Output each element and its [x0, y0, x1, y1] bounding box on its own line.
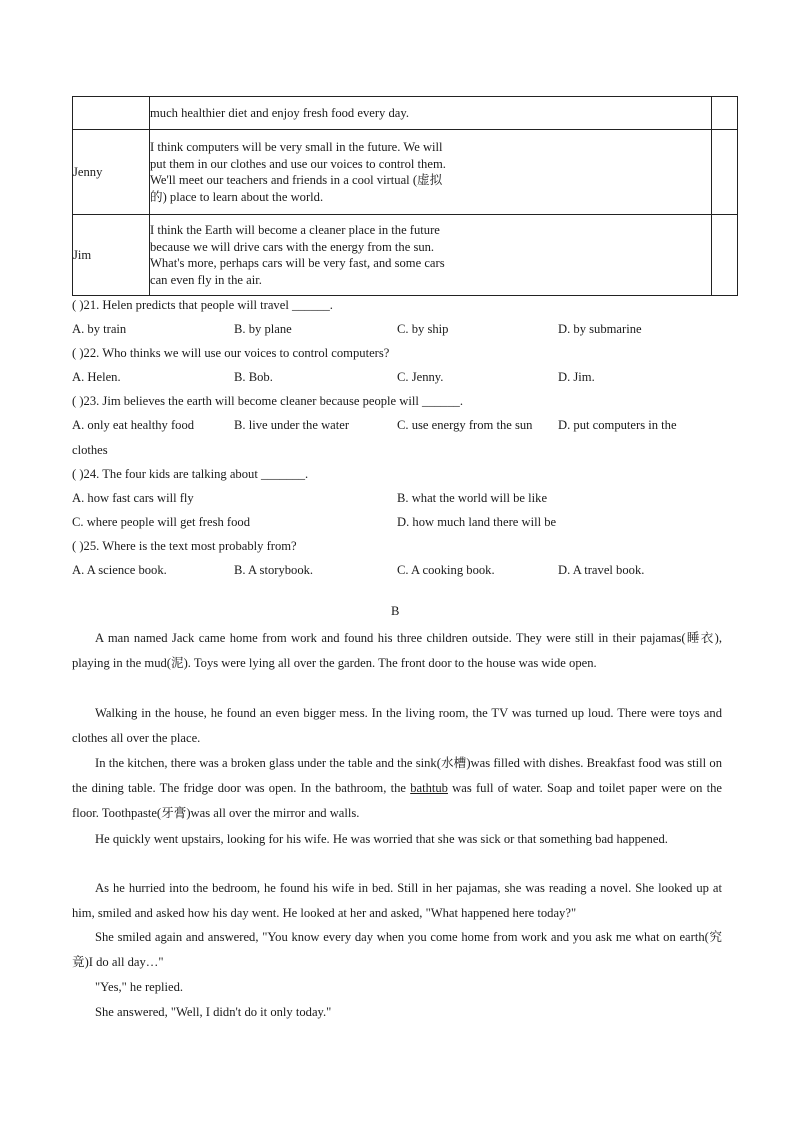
- row-text-line: because we will drive cars with the energy from the sun.: [150, 239, 435, 254]
- question-22-option-a: A. Helen.: [72, 370, 121, 384]
- question-23-option-b: B. live under the water: [234, 418, 350, 432]
- question-23-option-c: C. use energy from the sun: [397, 418, 533, 432]
- question-22-option-b: B. Bob.: [234, 370, 273, 384]
- blank-cell: [712, 130, 738, 215]
- row-text-cell: [150, 130, 712, 215]
- question-22-option-c: C. Jenny.: [397, 370, 444, 384]
- section-heading: B: [391, 604, 400, 618]
- question-24-option-c: C. where people will get fresh food: [72, 515, 251, 529]
- passage-paragraph: She smiled again and answered, "You know every day when you come home from work and you ask me what on earth(究竟)I do all day…": [72, 930, 722, 970]
- question-22-option-d: D. Jim.: [558, 370, 595, 384]
- passage-text: was full of water. Soap and toilet paper were on the floor. Toothpaste(牙膏)was all over the mirror and walls.: [72, 781, 722, 821]
- row-text-line: I think computers will be very small in the future. We will: [150, 140, 443, 154]
- row-text-line: can even fly in the air.: [150, 272, 262, 287]
- blank-cell: [712, 215, 738, 296]
- passage-paragraph: He quickly went upstairs, looking for his wife. He was worried that she was sick or that something bad happened.: [95, 832, 668, 846]
- row-text-line: 的) place to learn about the world.: [150, 189, 324, 204]
- table-row: [73, 97, 738, 130]
- table-row: [73, 215, 738, 296]
- question-21-stem: ( )21. Helen predicts that people will travel ______.: [72, 298, 333, 312]
- question-24-option-d: D. how much land there will be: [397, 515, 557, 529]
- question-23-option-d: D. put computers in the: [558, 418, 677, 432]
- passage-paragraph: A man named Jack came home from work and found his three children outside. They were still in their pajamas(睡衣), playing in the mud(泥). Toys were lying all over the garden. The front door to the house was wide open.: [72, 631, 722, 671]
- question-25-option-b: B. A storybook.: [234, 563, 314, 577]
- question-23-option-a: A. only eat healthy food: [72, 418, 195, 432]
- question-25-option-a: A. A science book.: [72, 563, 167, 577]
- opinion-table: [72, 96, 738, 296]
- passage-text: In the kitchen, there was a broken glass under the table and the sink(水槽)was filled with dishes. Breakfast food was still on the dining table. The fridge door was open. In the bathroom, the: [72, 756, 722, 796]
- question-24-option-a: A. how fast cars will fly: [72, 491, 194, 505]
- question-25-stem: ( )25. Where is the text most probably from?: [72, 539, 297, 553]
- row-name-cell: [73, 97, 150, 130]
- row-text-cell: [150, 97, 712, 130]
- underlined-word: bathtub: [410, 781, 448, 796]
- blank-cell: [712, 97, 738, 130]
- question-21-option-c: C. by ship: [397, 322, 449, 336]
- row-name-cell: Jenny: [73, 130, 150, 215]
- row-text-cell: [150, 215, 712, 296]
- question-21-option-b: B. by plane: [234, 322, 292, 336]
- passage-paragraph: "Yes," he replied.: [95, 980, 184, 994]
- passage-paragraph: Walking in the house, he found an even bigger mess. In the living room, the TV was turned up loud. There were toys and clothes all over the place.: [72, 706, 722, 746]
- question-25-option-c: C. A cooking book.: [397, 563, 495, 577]
- row-text-line: I think the Earth will become a cleaner place in the future: [150, 223, 440, 237]
- question-23-option-d-wrap: clothes: [72, 443, 108, 457]
- row-text-line: What's more, perhaps cars will be very fast, and some cars: [150, 256, 445, 270]
- question-24-stem: ( )24. The four kids are talking about _______.: [72, 467, 309, 481]
- passage-paragraph: As he hurried into the bedroom, he found his wife in bed. Still in her pajamas, she was reading a novel. She looked up at him, smiled and asked how his day went. He looked at her and asked, "What happened here today?": [72, 881, 722, 921]
- question-21-option-a: A. by train: [72, 322, 127, 336]
- table-row: [73, 130, 738, 215]
- row-text-line: put them in our clothes and use our voices to control them.: [150, 156, 446, 171]
- question-25-option-d: D. A travel book.: [558, 563, 645, 577]
- row-name-cell: Jim: [73, 215, 150, 296]
- question-23-stem: ( )23. Jim believes the earth will become cleaner because people will ______.: [72, 394, 463, 408]
- question-24-option-b: B. what the world will be like: [397, 491, 548, 505]
- passage-paragraph: [72, 751, 722, 827]
- row-text-line: We'll meet our teachers and friends in a cool virtual (虚拟: [150, 173, 443, 187]
- question-21-option-d: D. by submarine: [558, 322, 642, 336]
- passage-paragraph: She answered, "Well, I didn't do it only today.": [95, 1005, 332, 1019]
- row-text-line: much healthier diet and enjoy fresh food every day.: [150, 105, 410, 120]
- question-22-stem: ( )22. Who thinks we will use our voices to control computers?: [72, 346, 390, 360]
